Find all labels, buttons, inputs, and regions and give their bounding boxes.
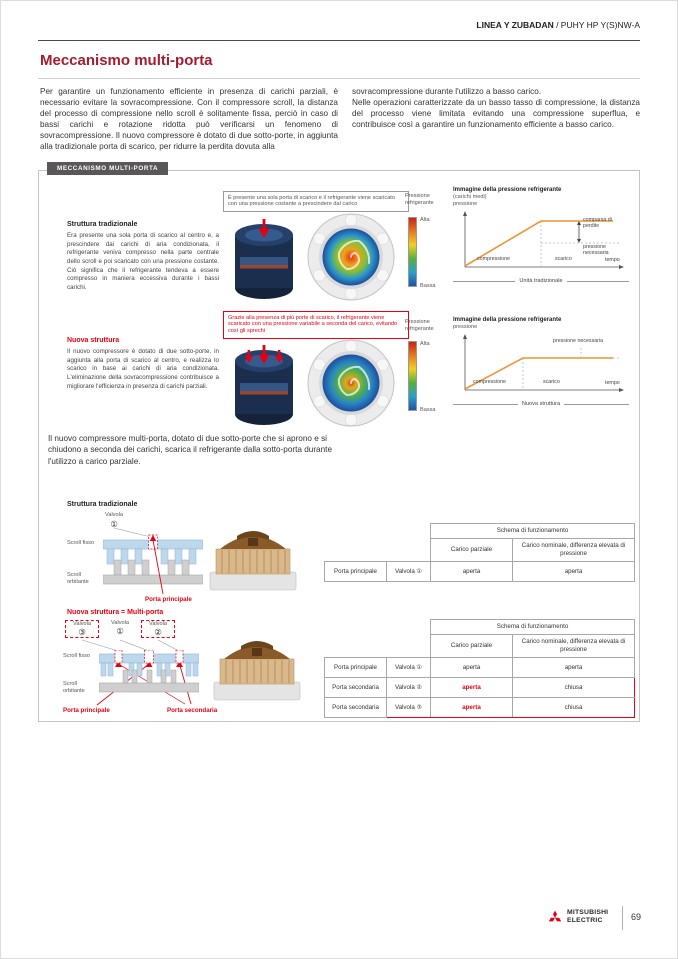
col-header-partial: Carico parziale bbox=[431, 539, 513, 562]
chart-plot-new bbox=[453, 332, 629, 396]
legend-title-new: Pressione refrigerante bbox=[405, 319, 434, 332]
chart-ylabel-traditional: pressione bbox=[453, 201, 478, 208]
table-span-header: Schema di funzionamento bbox=[431, 620, 635, 635]
scroll-schematic-traditional bbox=[103, 530, 203, 596]
compressor-cutaway-new bbox=[211, 632, 303, 706]
cell-valve: Valvola ③ bbox=[387, 698, 431, 718]
diagram-new-title: Nuova struttura = Multi-porta bbox=[67, 609, 164, 616]
cell-nominal: chiusa bbox=[513, 698, 635, 718]
header-rule bbox=[38, 40, 640, 41]
pressure-gradient-bar-traditional bbox=[408, 217, 417, 287]
valve-1-label bbox=[103, 620, 137, 636]
chart-caption-traditional: Unità tradizionale bbox=[519, 278, 563, 285]
legend-high-traditional: Alta bbox=[420, 217, 430, 223]
mitsubishi-logo-icon bbox=[546, 908, 564, 924]
diagram-traditional bbox=[67, 512, 331, 606]
page-title: Meccanismo multi-porta bbox=[40, 52, 213, 69]
new-body: Il nuovo compressore è dotato di due sotto-porte, in aggiunta alla porta di scarico al centro, e realizza lo scarico in base ai carichi di aria condizionata. L'eliminazione della sovracompressione contribuisce a migliorare l'efficienza in presenza di carichi parziali. bbox=[67, 348, 219, 390]
chart-plot-traditional bbox=[453, 209, 629, 273]
table-header-row bbox=[325, 620, 635, 635]
multiport-panel bbox=[38, 165, 640, 722]
table-row bbox=[325, 658, 635, 678]
chart-needed-label-new: pressione necessaria bbox=[553, 338, 604, 345]
operation-table-traditional bbox=[324, 523, 635, 582]
chart-needed-label-traditional: pressione necessaria bbox=[583, 244, 609, 257]
valve-word-traditional: Valvola bbox=[105, 512, 123, 518]
cell-partial: aperta bbox=[431, 698, 513, 718]
pressure-chart-traditional bbox=[453, 187, 631, 284]
cell-partial: aperta bbox=[431, 658, 513, 678]
scroll-schematic-new bbox=[99, 650, 199, 696]
traditional-body: Era presente una sola porta di scarico al centro e, a prescindere dai carichi di aria condizionata, il refrigerante veniva compresso nella parte centrale dello scroll e poi scaricato con una pressione costante. Ciò significa che il refrigerante tendeva a essere compresso in maniera eccessiva durante i bassi carichi. bbox=[67, 232, 219, 292]
footer-brand bbox=[567, 909, 608, 925]
panel-tab-label: MECCANISMO MULTI-PORTA bbox=[47, 162, 168, 175]
title-rule bbox=[38, 78, 640, 79]
cell-nominal: aperta bbox=[513, 658, 635, 678]
table-subheader-row bbox=[325, 539, 635, 562]
chart-discharge-label-traditional: scarico bbox=[555, 256, 572, 263]
pressure-gradient-bar-new bbox=[408, 341, 417, 411]
cell-valve: Valvola ② bbox=[387, 678, 431, 698]
valve-1-number: ① bbox=[116, 625, 124, 636]
col-header-partial: Carico parziale bbox=[431, 635, 513, 658]
diagram-traditional-title: Struttura tradizionale bbox=[67, 501, 138, 508]
legend-low-new: Bassa bbox=[420, 407, 436, 413]
caption-line bbox=[453, 404, 518, 405]
footer-divider bbox=[622, 906, 623, 930]
header-series: LINEA Y ZUBADAN bbox=[476, 20, 554, 30]
chart-xlabel-traditional: tempo bbox=[605, 257, 620, 264]
cell-partial: aperta bbox=[431, 678, 513, 698]
traditional-heading: Struttura tradizionale bbox=[67, 221, 138, 228]
chart-compress-label-new: compressione bbox=[473, 379, 506, 386]
col-header-nominal: Carico nominale, differenza elevata di pressione bbox=[513, 539, 635, 562]
cell-nominal: chiusa bbox=[513, 678, 635, 698]
new-scroll-pressure-illustration bbox=[307, 339, 395, 427]
valve-2-label bbox=[141, 620, 175, 638]
legend-low-traditional: Bassa bbox=[420, 283, 436, 289]
legend-title-traditional: Pressione refrigerante bbox=[405, 193, 434, 206]
table-row-highlighted bbox=[325, 678, 635, 698]
chart-caption-row-traditional bbox=[453, 278, 629, 284]
intro-right-line1: sovracompressione durante l'utilizzo a basso carico. bbox=[352, 87, 542, 96]
operation-table-new bbox=[324, 619, 635, 718]
main-port-label-traditional: Porta principale bbox=[145, 596, 192, 603]
intro-paragraph-right bbox=[352, 86, 640, 130]
valve-3-label bbox=[65, 620, 99, 638]
new-compressor-illustration bbox=[227, 345, 301, 427]
caption-line bbox=[564, 404, 629, 405]
table-row bbox=[325, 562, 635, 582]
traditional-scroll-pressure-illustration bbox=[307, 213, 395, 301]
chart-compress-label-traditional: compressione bbox=[477, 256, 510, 263]
chart-ylabel-new: pressione bbox=[453, 324, 478, 331]
multiport-summary-text: Il nuovo compressore multi-porta, dotato di due sotto-porte che si aprono e si chiudono a seconda dei carichi, scarica il refrigerante dalla sotto-porta durante l'utilizzo a carico parziale. bbox=[48, 434, 332, 466]
new-heading: Nuova struttura bbox=[67, 337, 120, 344]
chart-subtitle-traditional: (carichi medi) bbox=[453, 194, 487, 201]
table-header-row bbox=[325, 524, 635, 539]
chart-xlabel-new: tempo bbox=[605, 380, 620, 387]
chart-discharge-label-new: scarico bbox=[543, 379, 560, 386]
cell-valve: Valvola ① bbox=[387, 658, 431, 678]
header-model: / PUHY HP Y(S)NW-A bbox=[553, 20, 640, 30]
caption-line bbox=[453, 281, 515, 282]
chart-caption-row-new bbox=[453, 401, 629, 407]
valve-1-number-traditional: ① bbox=[110, 519, 118, 529]
chart-title-new: Immagine della pressione refrigerante bbox=[453, 317, 562, 323]
valve-word: Valvola bbox=[149, 621, 167, 627]
traditional-callout: È presente una sola porta di scarico e il refrigerante viene scaricato con una pressione costante a prescindere dal carico bbox=[223, 191, 409, 212]
cell-port: Porta principale bbox=[325, 562, 387, 582]
chart-caption-new: Nuova struttura bbox=[521, 401, 561, 408]
table-subheader-row bbox=[325, 635, 635, 658]
intro-right-line2: Nelle operazioni caratterizzate da un basso tasso di compressione, la distanza del processo viene limitata evitando una compressione superflua, e contribuisce così a garantire un funzionamento efficiente a basso carico. bbox=[352, 98, 640, 130]
main-port-label-new: Porta principale bbox=[63, 707, 110, 714]
scroll-fixed-label-traditional: Scroll fisso bbox=[67, 540, 95, 546]
header bbox=[476, 20, 640, 30]
footer-brand-line1: MITSUBISHI bbox=[567, 909, 609, 916]
new-callout: Grazie alla presenza di più porte di scarico, il refrigerante viene scaricato con una pressione variabile a seconda del carico, evitando così gli sprechi bbox=[223, 311, 409, 339]
blank-cell bbox=[325, 539, 431, 562]
valve-2-number: ② bbox=[154, 626, 162, 637]
caption-line bbox=[567, 281, 629, 282]
page-number: 69 bbox=[631, 912, 642, 922]
table-span-header: Schema di funzionamento bbox=[431, 524, 635, 539]
valve-word: Valvola bbox=[73, 621, 91, 627]
col-header-nominal: Carico nominale, differenza elevata di pressione bbox=[513, 635, 635, 658]
cell-partial: aperta bbox=[431, 562, 513, 582]
secondary-port-label-new: Porta secondaria bbox=[167, 707, 218, 714]
diagram-new bbox=[63, 620, 343, 720]
cell-port: Porta principale bbox=[325, 658, 387, 678]
scroll-fixed-label-new: Scroll fisso bbox=[63, 653, 91, 659]
blank-cell bbox=[325, 635, 431, 658]
cell-valve: Valvola ① bbox=[387, 562, 431, 582]
blank-cell bbox=[325, 524, 431, 539]
compressor-cutaway-traditional bbox=[207, 522, 299, 596]
footer-brand-line2: ELECTRIC bbox=[567, 916, 603, 924]
chart-title-traditional: Immagine della pressione refrigerante bbox=[453, 187, 562, 193]
scroll-orbiting-label-traditional: Scroll orbitante bbox=[67, 572, 89, 585]
valve-3-number: ③ bbox=[78, 626, 86, 637]
chart-loss-label: comparsa di perdite bbox=[583, 217, 612, 230]
cell-nominal: aperta bbox=[513, 562, 635, 582]
traditional-compressor-illustration bbox=[227, 219, 301, 301]
cell-port: Porta secondaria bbox=[325, 698, 387, 718]
table-row-highlighted bbox=[325, 698, 635, 718]
scroll-orbiting-label-new: Scroll orbitante bbox=[63, 681, 85, 694]
legend-high-new: Alta bbox=[420, 341, 430, 347]
cell-port: Porta secondaria bbox=[325, 678, 387, 698]
valve-word: Valvola bbox=[111, 620, 129, 626]
pressure-chart-new bbox=[453, 317, 631, 407]
blank-cell bbox=[325, 620, 431, 635]
intro-paragraph-left: Per garantire un funzionamento efficiente in presenza di carichi parziali, è necessario evitare la sovracompressione. Con il compressore scroll, la distanza del processo di compressione nello scroll è solitamente fissa, perciò in caso di bassi carichi e rotazione ridotta può verificarsi un fenomeno di sovracompressione. Il nuovo compressore è dotato di due sotto-porte, in aggiunta alla tradizionale porta di scarico, per ridurre la perdita dovuta alla bbox=[40, 87, 338, 152]
